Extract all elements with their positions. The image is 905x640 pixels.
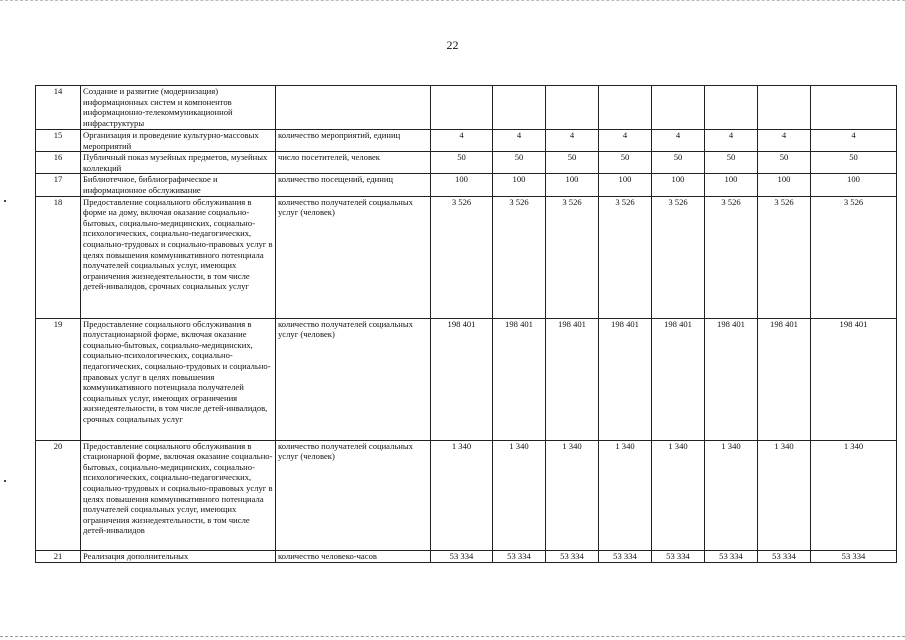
value-cell: 50 <box>652 152 705 174</box>
table-row <box>36 196 897 318</box>
scan-mark <box>4 200 6 202</box>
value-cell: 4 <box>758 130 811 152</box>
indicator-cell: число посетителей, человек <box>276 152 431 174</box>
value-cell: 100 <box>546 174 599 196</box>
value-cell: 100 <box>599 174 652 196</box>
value-cell: 50 <box>758 152 811 174</box>
value-cell: 1 340 <box>652 440 705 550</box>
value-cell: 3 526 <box>705 196 758 318</box>
value-cell <box>811 86 897 130</box>
value-cell: 4 <box>493 130 546 152</box>
indicator-cell: количество получателей социальных услуг (человек) <box>276 440 431 550</box>
service-name-cell: Публичный показ музейных предметов, музейных коллекций <box>81 152 276 174</box>
value-cell: 1 340 <box>546 440 599 550</box>
value-cell: 3 526 <box>652 196 705 318</box>
value-cell: 100 <box>758 174 811 196</box>
row-number-cell: 16 <box>36 152 81 174</box>
table-row <box>36 550 897 562</box>
value-cell: 3 526 <box>758 196 811 318</box>
services-table <box>35 85 897 563</box>
value-cell: 3 526 <box>546 196 599 318</box>
value-cell: 198 401 <box>431 318 493 440</box>
value-cell: 4 <box>705 130 758 152</box>
row-number-cell: 20 <box>36 440 81 550</box>
service-name-cell: Предоставление социального обслуживания в форме на дому, включая оказание социально-бытовых, социально-медицинских, социально-психологических, социально-педагогических, социально-трудовых и социально-правовых услуг в целях повышения коммуникативного потенциала получателей социальных услуг, имеющих ограничения жизнедеятельности, в том числе детей-инвалидов, срочных социальных услуг <box>81 196 276 318</box>
row-number-cell: 21 <box>36 550 81 562</box>
value-cell: 3 526 <box>493 196 546 318</box>
row-number-cell: 15 <box>36 130 81 152</box>
page-number: 22 <box>446 38 459 52</box>
row-number-cell: 19 <box>36 318 81 440</box>
service-name-cell: Библиотечное, библиографическое и информационное обслуживание <box>81 174 276 196</box>
value-cell: 100 <box>811 174 897 196</box>
value-cell: 53 334 <box>546 550 599 562</box>
value-cell: 198 401 <box>652 318 705 440</box>
value-cell: 100 <box>705 174 758 196</box>
value-cell: 4 <box>811 130 897 152</box>
scan-mark <box>4 480 6 482</box>
service-name-cell: Реализация дополнительных <box>81 550 276 562</box>
value-cell: 50 <box>599 152 652 174</box>
indicator-cell <box>276 86 431 130</box>
value-cell: 4 <box>599 130 652 152</box>
table-row <box>36 174 897 196</box>
value-cell: 1 340 <box>431 440 493 550</box>
service-name-cell: Создание и развитие (модернизация) информационных систем и компонентов информационно-телекоммуникационной инфраструктуры <box>81 86 276 130</box>
row-number-cell: 18 <box>36 196 81 318</box>
indicator-cell: количество мероприятий, единиц <box>276 130 431 152</box>
table-row <box>36 440 897 550</box>
service-name-cell: Организация и проведение культурно-массовых мероприятий <box>81 130 276 152</box>
row-number-cell: 14 <box>36 86 81 130</box>
indicator-cell: количество получателей социальных услуг (человек) <box>276 318 431 440</box>
row-number-cell: 17 <box>36 174 81 196</box>
value-cell: 198 401 <box>705 318 758 440</box>
value-cell: 100 <box>652 174 705 196</box>
indicator-cell: количество посещений, единиц <box>276 174 431 196</box>
table-row <box>36 130 897 152</box>
value-cell: 3 526 <box>599 196 652 318</box>
value-cell: 50 <box>705 152 758 174</box>
value-cell: 198 401 <box>493 318 546 440</box>
value-cell: 50 <box>811 152 897 174</box>
value-cell: 1 340 <box>758 440 811 550</box>
value-cell: 198 401 <box>599 318 652 440</box>
value-cell: 53 334 <box>599 550 652 562</box>
value-cell: 1 340 <box>705 440 758 550</box>
value-cell: 1 340 <box>493 440 546 550</box>
table-row <box>36 152 897 174</box>
value-cell: 53 334 <box>431 550 493 562</box>
value-cell: 50 <box>493 152 546 174</box>
service-name-cell: Предоставление социального обслуживания в полустационарной форме, включая оказание социально-бытовых, социально-медицинских, социально-психологических, социально-педагогических, социально-трудовых и социально-правовых услуг в целях повышения коммуникативного потенциала получателей социальных услуг, имеющих ограничения жизнедеятельности, в том числе детей-инвалидов, срочных социальных услуг <box>81 318 276 440</box>
value-cell: 1 340 <box>811 440 897 550</box>
value-cell <box>705 86 758 130</box>
value-cell: 4 <box>546 130 599 152</box>
value-cell: 53 334 <box>811 550 897 562</box>
value-cell: 198 401 <box>811 318 897 440</box>
value-cell <box>599 86 652 130</box>
value-cell: 100 <box>431 174 493 196</box>
scan-bottom-edge <box>0 636 905 638</box>
value-cell: 3 526 <box>811 196 897 318</box>
value-cell <box>546 86 599 130</box>
scan-top-edge <box>0 0 905 2</box>
value-cell: 53 334 <box>758 550 811 562</box>
value-cell: 53 334 <box>705 550 758 562</box>
table-body <box>36 86 897 563</box>
table-row <box>36 86 897 130</box>
value-cell <box>493 86 546 130</box>
indicator-cell: количество получателей социальных услуг (человек) <box>276 196 431 318</box>
service-name-cell: Предоставление социального обслуживания в стационарной форме, включая оказание социально-бытовых, социально-медицинских, социально-психологических, социально-педагогических, социально-трудовых и социально-правовых услуг в целях повышения коммуникативного потенциала получателей социальных услуг, имеющих ограничения жизнедеятельности, в том числе детей-инвалидов <box>81 440 276 550</box>
value-cell: 198 401 <box>758 318 811 440</box>
value-cell: 50 <box>431 152 493 174</box>
value-cell: 4 <box>431 130 493 152</box>
value-cell: 4 <box>652 130 705 152</box>
value-cell <box>431 86 493 130</box>
value-cell: 3 526 <box>431 196 493 318</box>
value-cell: 100 <box>493 174 546 196</box>
value-cell: 53 334 <box>493 550 546 562</box>
value-cell: 50 <box>546 152 599 174</box>
document-table-container <box>35 85 889 563</box>
indicator-cell: количество человеко-часов <box>276 550 431 562</box>
value-cell: 198 401 <box>546 318 599 440</box>
value-cell <box>652 86 705 130</box>
value-cell: 53 334 <box>652 550 705 562</box>
value-cell: 1 340 <box>599 440 652 550</box>
table-row <box>36 318 897 440</box>
value-cell <box>758 86 811 130</box>
